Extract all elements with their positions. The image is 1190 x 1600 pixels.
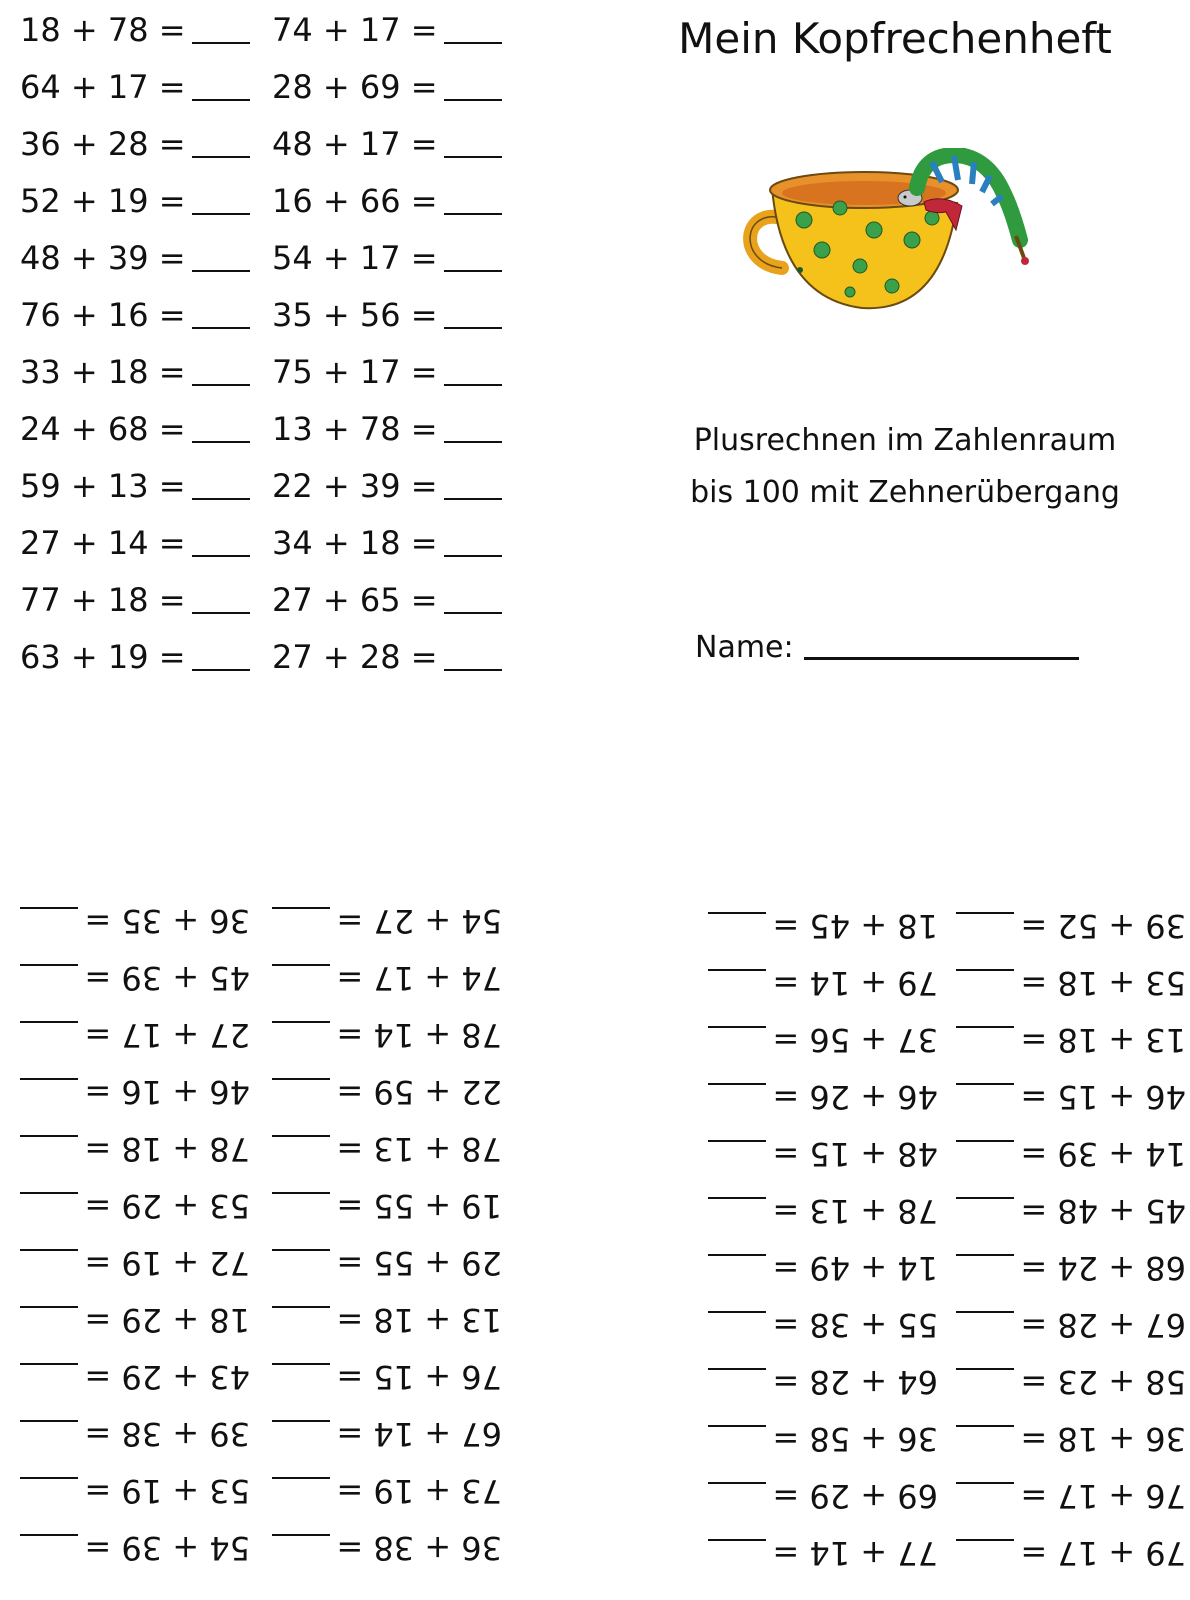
answer-blank[interactable] [708, 1026, 766, 1028]
exercise-text: 53 + 19 = [84, 1472, 250, 1510]
exercise-text: 58 + 23 = [1020, 1363, 1186, 1401]
answer-blank[interactable] [20, 1477, 78, 1479]
exercise-text: 39 + 52 = [1020, 907, 1186, 945]
exercise-text: 18 + 45 = [772, 907, 938, 945]
exercise-row [272, 1015, 502, 1055]
answer-blank[interactable] [708, 1083, 766, 1085]
exercise-row [708, 1476, 938, 1516]
exercise-text: 64 + 17 = [20, 68, 186, 106]
flipped-left-col-b [262, 902, 502, 1577]
exercise-row [20, 1072, 250, 1112]
exercise-row [20, 901, 250, 941]
answer-blank[interactable] [444, 384, 502, 386]
answer-blank[interactable] [708, 1425, 766, 1427]
exercise-row [708, 1191, 938, 1231]
exercise-text: 13 + 18 = [1020, 1021, 1186, 1059]
exercise-row [272, 580, 502, 620]
answer-blank[interactable] [708, 912, 766, 914]
exercise-row [708, 1419, 938, 1459]
answer-blank[interactable] [192, 156, 250, 158]
answer-blank[interactable] [20, 1021, 78, 1023]
page-title: Mein Kopfrechenheft [678, 14, 1112, 63]
name-input-line[interactable] [804, 657, 1079, 660]
answer-blank[interactable] [20, 1420, 78, 1422]
exercise-text: 78 + 13 = [772, 1192, 938, 1230]
exercise-row [20, 238, 250, 278]
answer-blank[interactable] [192, 669, 250, 671]
answer-blank[interactable] [956, 1083, 1014, 1085]
exercise-row [708, 906, 938, 946]
exercise-text: 27 + 17 = [84, 1016, 250, 1054]
name-field [695, 628, 1079, 668]
subtitle-line-1: Plusrechnen im Zahlenraum [693, 423, 1117, 458]
exercise-row [20, 1129, 250, 1169]
exercise-text: 46 + 26 = [772, 1078, 938, 1116]
answer-blank[interactable] [708, 1539, 766, 1541]
answer-blank[interactable] [192, 612, 250, 614]
exercise-row [20, 67, 250, 107]
exercise-row [272, 1072, 502, 1112]
exercise-text: 46 + 16 = [84, 1073, 250, 1111]
exercise-row [272, 1414, 502, 1454]
exercise-text: 22 + 59 = [336, 1073, 502, 1111]
exercise-row [20, 10, 250, 50]
answer-blank[interactable] [708, 1254, 766, 1256]
exercise-row [20, 466, 250, 506]
exercise-row [272, 295, 502, 335]
exercise-row [20, 295, 250, 335]
exercise-text: 64 + 28 = [772, 1363, 938, 1401]
answer-blank[interactable] [708, 1368, 766, 1370]
answer-blank[interactable] [444, 270, 502, 272]
answer-blank[interactable] [20, 1249, 78, 1251]
answer-blank[interactable] [272, 1534, 330, 1536]
answer-blank[interactable] [956, 969, 1014, 971]
exercise-row [20, 637, 250, 677]
answer-blank[interactable] [272, 907, 330, 909]
teacup-illustration [742, 148, 1052, 348]
exercise-text: 48 + 17 = [272, 125, 438, 163]
answer-blank[interactable] [272, 1192, 330, 1194]
exercise-row [20, 1528, 250, 1568]
exercise-row [20, 352, 250, 392]
exercise-text: 27 + 28 = [272, 638, 438, 676]
exercise-text: 74 + 17 = [272, 11, 438, 49]
answer-blank[interactable] [444, 156, 502, 158]
exercise-text: 37 + 56 = [772, 1021, 938, 1059]
answer-blank[interactable] [444, 441, 502, 443]
exercise-row [956, 1419, 1186, 1459]
exercise-row [708, 1077, 938, 1117]
exercise-text: 27 + 65 = [272, 581, 438, 619]
name-label: Name: [695, 630, 794, 665]
exercise-text: 76 + 16 = [20, 296, 186, 334]
answer-blank[interactable] [708, 1311, 766, 1313]
exercise-row [956, 1362, 1186, 1402]
exercise-text: 53 + 18 = [1020, 964, 1186, 1002]
subtitle-line-2: bis 100 mit Zehnerübergang [690, 475, 1120, 510]
answer-blank[interactable] [956, 912, 1014, 914]
exercise-text: 35 + 56 = [272, 296, 438, 334]
exercise-row [20, 580, 250, 620]
exercise-text: 36 + 58 = [772, 1420, 938, 1458]
exercise-text: 79 + 17 = [1020, 1534, 1186, 1572]
exercise-row [20, 181, 250, 221]
answer-blank[interactable] [444, 42, 502, 44]
exercise-text: 76 + 17 = [1020, 1477, 1186, 1515]
exercise-text: 45 + 39 = [84, 959, 250, 997]
exercise-row [956, 1248, 1186, 1288]
flipped-left-col-a [10, 902, 250, 1577]
exercise-text: 78 + 18 = [84, 1130, 250, 1168]
answer-blank[interactable] [272, 1477, 330, 1479]
answer-blank[interactable] [192, 441, 250, 443]
exercise-row [708, 1533, 938, 1573]
exercise-row [956, 1533, 1186, 1573]
answer-blank[interactable] [272, 964, 330, 966]
answer-blank[interactable] [956, 1482, 1014, 1484]
answer-blank[interactable] [956, 1539, 1014, 1541]
exercise-text: 45 + 48 = [1020, 1192, 1186, 1230]
exercise-text: 77 + 14 = [772, 1534, 938, 1572]
exercise-row [272, 238, 502, 278]
exercise-row [272, 523, 502, 563]
exercise-row [20, 1243, 250, 1283]
exercise-row [20, 1357, 250, 1397]
answer-blank[interactable] [708, 969, 766, 971]
exercise-row [272, 352, 502, 392]
exercise-row [956, 1476, 1186, 1516]
answer-blank[interactable] [20, 1306, 78, 1308]
exercise-row [272, 637, 502, 677]
exercise-text: 69 + 29 = [772, 1477, 938, 1515]
answer-blank[interactable] [272, 1363, 330, 1365]
answer-blank[interactable] [20, 907, 78, 909]
exercise-text: 13 + 18 = [336, 1301, 502, 1339]
exercise-text: 77 + 18 = [20, 581, 186, 619]
answer-blank[interactable] [708, 1482, 766, 1484]
answer-blank[interactable] [272, 1420, 330, 1422]
answer-blank[interactable] [192, 327, 250, 329]
exercise-text: 59 + 13 = [20, 467, 186, 505]
exercise-text: 54 + 27 = [336, 902, 502, 940]
exercise-text: 34 + 18 = [272, 524, 438, 562]
answer-blank[interactable] [192, 498, 250, 500]
exercise-text: 18 + 78 = [20, 11, 186, 49]
exercise-row [272, 901, 502, 941]
answer-blank[interactable] [272, 1135, 330, 1137]
exercise-text: 79 + 14 = [772, 964, 938, 1002]
exercise-text: 28 + 69 = [272, 68, 438, 106]
exercise-text: 36 + 18 = [1020, 1420, 1186, 1458]
exercise-text: 78 + 14 = [336, 1016, 502, 1054]
exercise-row [272, 1471, 502, 1511]
exercise-row [20, 958, 250, 998]
answer-blank[interactable] [956, 1254, 1014, 1256]
exercise-row [272, 409, 502, 449]
exercise-row [272, 466, 502, 506]
answer-blank[interactable] [20, 964, 78, 966]
exercise-text: 54 + 39 = [84, 1529, 250, 1567]
answer-blank[interactable] [272, 1078, 330, 1080]
exercise-row [20, 409, 250, 449]
exercise-row [272, 181, 502, 221]
exercise-text: 53 + 29 = [84, 1187, 250, 1225]
exercise-row [20, 124, 250, 164]
exercise-row [708, 1134, 938, 1174]
exercise-text: 36 + 28 = [20, 125, 186, 163]
exercise-text: 67 + 28 = [1020, 1306, 1186, 1344]
answer-blank[interactable] [20, 1078, 78, 1080]
answer-blank[interactable] [444, 555, 502, 557]
answer-blank[interactable] [956, 1311, 1014, 1313]
answer-blank[interactable] [192, 384, 250, 386]
answer-blank[interactable] [444, 669, 502, 671]
exercise-text: 18 + 29 = [84, 1301, 250, 1339]
exercise-row [20, 1471, 250, 1511]
answer-blank[interactable] [20, 1534, 78, 1536]
exercise-row [956, 1020, 1186, 1060]
exercise-row [272, 1129, 502, 1169]
answer-blank[interactable] [956, 1197, 1014, 1199]
exercise-row [20, 1186, 250, 1226]
answer-blank[interactable] [956, 1140, 1014, 1142]
exercise-text: 74 + 17 = [336, 959, 502, 997]
answer-blank[interactable] [956, 1026, 1014, 1028]
exercise-text: 78 + 13 = [336, 1130, 502, 1168]
answer-blank[interactable] [708, 1140, 766, 1142]
exercise-row [272, 1357, 502, 1397]
exercise-text: 16 + 66 = [272, 182, 438, 220]
exercise-text: 48 + 39 = [20, 239, 186, 277]
answer-blank[interactable] [272, 1306, 330, 1308]
exercise-text: 68 + 24 = [1020, 1249, 1186, 1287]
exercise-row [272, 1186, 502, 1226]
exercise-row [956, 1134, 1186, 1174]
exercise-row [956, 906, 1186, 946]
exercise-text: 76 + 15 = [336, 1358, 502, 1396]
exercise-row [272, 124, 502, 164]
exercise-row [20, 1414, 250, 1454]
answer-blank[interactable] [272, 1249, 330, 1251]
exercise-text: 52 + 19 = [20, 182, 186, 220]
answer-blank[interactable] [192, 213, 250, 215]
exercise-text: 22 + 39 = [272, 467, 438, 505]
answer-blank[interactable] [956, 1368, 1014, 1370]
exercise-row [272, 1528, 502, 1568]
exercise-text: 54 + 17 = [272, 239, 438, 277]
exercise-text: 48 + 15 = [772, 1135, 938, 1173]
answer-blank[interactable] [444, 99, 502, 101]
exercise-row [956, 1077, 1186, 1117]
exercise-text: 13 + 78 = [272, 410, 438, 448]
answer-blank[interactable] [956, 1425, 1014, 1427]
exercise-text: 43 + 29 = [84, 1358, 250, 1396]
exercise-text: 14 + 39 = [1020, 1135, 1186, 1173]
exercise-text: 29 + 55 = [336, 1244, 502, 1282]
answer-blank[interactable] [444, 498, 502, 500]
exercise-row [708, 1020, 938, 1060]
exercise-row [708, 963, 938, 1003]
exercise-row [272, 1243, 502, 1283]
exercise-row [956, 1191, 1186, 1231]
exercise-text: 19 + 55 = [336, 1187, 502, 1225]
exercise-text: 73 + 19 = [336, 1472, 502, 1510]
exercise-text: 33 + 18 = [20, 353, 186, 391]
exercise-text: 39 + 38 = [84, 1415, 250, 1453]
answer-blank[interactable] [444, 612, 502, 614]
answer-blank[interactable] [444, 213, 502, 215]
exercise-row [272, 1300, 502, 1340]
exercise-text: 27 + 14 = [20, 524, 186, 562]
flipped-right-col-b [946, 907, 1186, 1582]
answer-blank[interactable] [192, 99, 250, 101]
answer-blank[interactable] [192, 270, 250, 272]
exercise-text: 46 + 15 = [1020, 1078, 1186, 1116]
answer-blank[interactable] [708, 1197, 766, 1199]
exercise-row [708, 1305, 938, 1345]
exercise-text: 67 + 14 = [336, 1415, 502, 1453]
exercise-row [20, 1300, 250, 1340]
answer-blank[interactable] [444, 327, 502, 329]
exercise-row [708, 1248, 938, 1288]
answer-blank[interactable] [20, 1135, 78, 1137]
exercise-text: 72 + 19 = [84, 1244, 250, 1282]
answer-blank[interactable] [20, 1192, 78, 1194]
answer-blank[interactable] [192, 42, 250, 44]
exercise-row [272, 10, 502, 50]
exercise-text: 14 + 49 = [772, 1249, 938, 1287]
flipped-right-col-a [698, 907, 938, 1582]
exercise-text: 36 + 38 = [336, 1529, 502, 1567]
exercise-row [20, 523, 250, 563]
exercise-row [956, 1305, 1186, 1345]
exercise-text: 36 + 35 = [84, 902, 250, 940]
answer-blank[interactable] [272, 1021, 330, 1023]
exercise-row [708, 1362, 938, 1402]
exercise-text: 55 + 38 = [772, 1306, 938, 1344]
exercise-text: 75 + 17 = [272, 353, 438, 391]
exercise-row [272, 958, 502, 998]
exercise-row [20, 1015, 250, 1055]
exercise-text: 24 + 68 = [20, 410, 186, 448]
exercise-row [272, 67, 502, 107]
answer-blank[interactable] [192, 555, 250, 557]
answer-blank[interactable] [20, 1363, 78, 1365]
exercise-row [956, 963, 1186, 1003]
exercise-text: 63 + 19 = [20, 638, 186, 676]
